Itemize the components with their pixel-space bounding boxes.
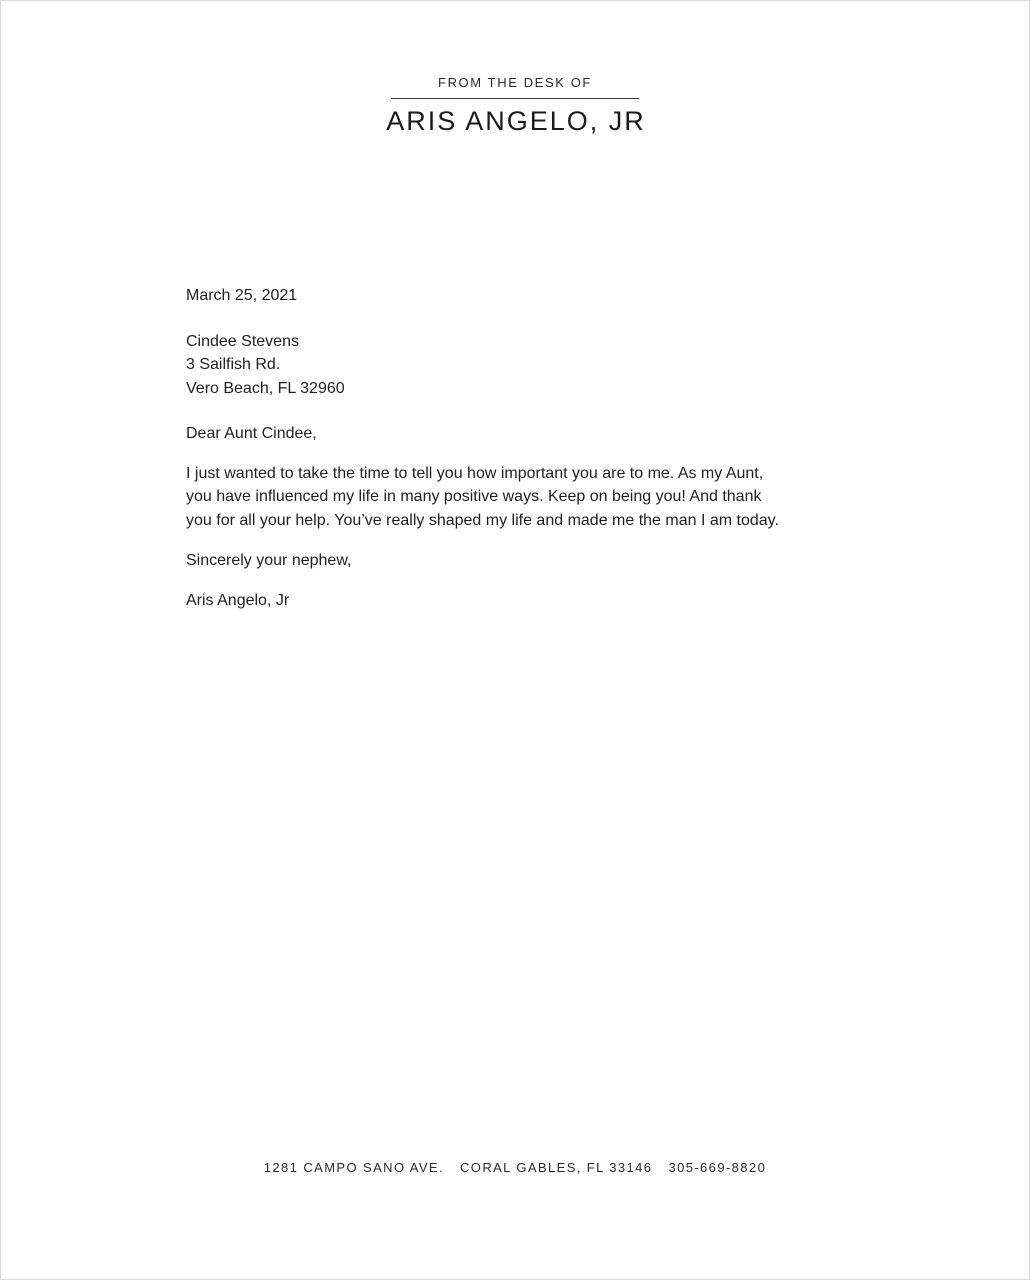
letter-date: March 25, 2021 [186, 287, 298, 304]
body-paragraph [186, 462, 846, 533]
signature-name: Aris Angelo, Jr [186, 591, 290, 609]
body-line: I just wanted to take the time to tell you how important you are to me. As my Aunt, [186, 464, 764, 482]
body-line: you have influenced my life in many positive ways. Keep on being you! And thank [186, 488, 762, 505]
letterhead [1, 75, 1029, 136]
closing: Sincerely your nephew, [186, 552, 352, 569]
body-line: you for all your help. You’ve really shaped my life and made me the man I am today. [186, 511, 779, 529]
recipient-city-state-zip: Vero Beach, FL 32960 [186, 379, 345, 397]
letter-footer [1, 1160, 1029, 1176]
recipient-name: Cindee Stevens [186, 332, 299, 350]
header-divider [391, 98, 639, 99]
salutation: Dear Aunt Cindee, [186, 425, 317, 442]
letterhead-name: ARIS ANGELO, JR [386, 106, 646, 136]
recipient-address [186, 330, 846, 401]
footer-phone: 305-669-8820 [668, 1160, 767, 1175]
footer-address: 1281 CAMPO SANO AVE. [263, 1160, 445, 1175]
from-desk-label: FROM THE DESK OF [438, 75, 592, 90]
letter-body [186, 284, 846, 612]
footer-city: CORAL GABLES, FL 33146 [460, 1160, 653, 1175]
recipient-street: 3 Sailfish Rd. [186, 356, 281, 373]
